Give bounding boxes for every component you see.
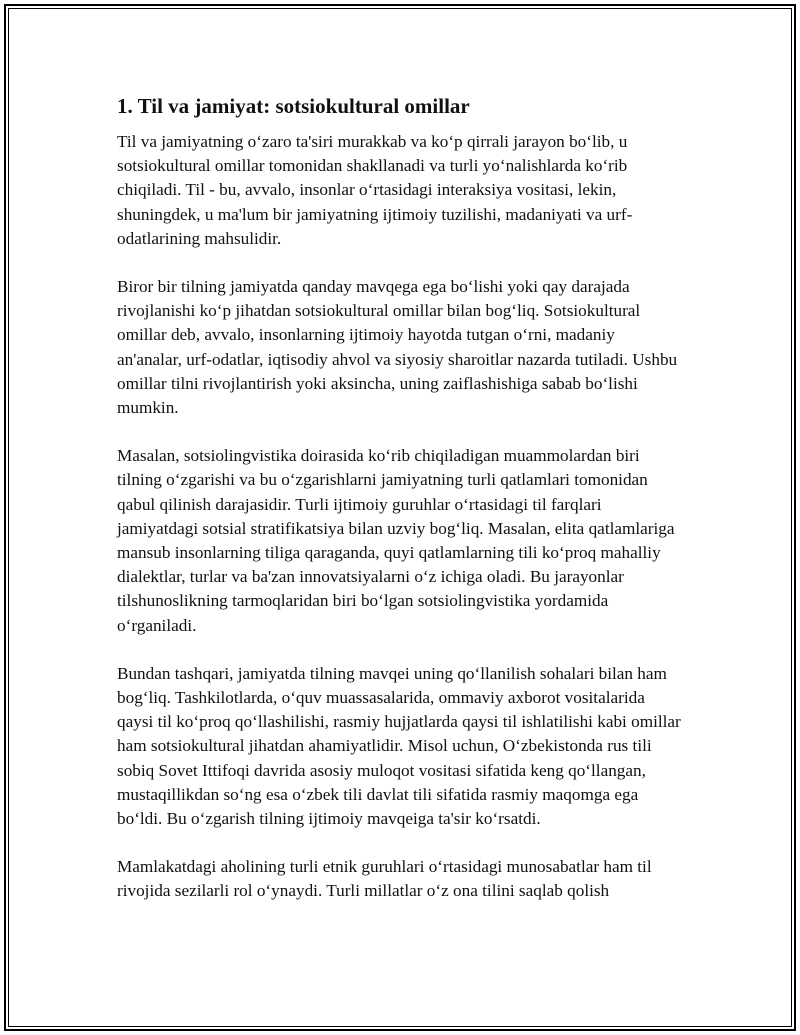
paragraph-4: Bundan tashqari, jamiyatda tilning mavqei uning qo‘llanilish sohalari bilan ham bog‘liq. Tashkilotlarda, o‘quv muassasalarida, ommaviy axborot vositalarida qaysi til ko‘proq qo‘llashilishi, rasmiy hujjatlarda qaysi til ishlatilishi kabi omillar ham sotsiokultural jihatdan ahamiyatlidir. Misol uchun, O‘zbekistonda rus tili sobiq Sovet Ittifoqi davrida asosiy muloqot vositasi sifatida keng qo‘llangan, mustaqillikdan so‘ng esa o‘zbek tili davlat tili sifatida rasmiy maqomga ega bo‘ldi. Bu o‘zgarish tilning ijtimoiy mavqeiga ta'sir ko‘rsatdi. xyxy=(117,663,681,829)
paragraph-2: Biror bir tilning jamiyatda qanday mavqega ega bo‘lishi yoki qay darajada rivojlanishi ko‘p jihatdan sotsiokultural omillar bilan bog‘liq. Sotsiokultural omillar deb, avvalo, insonlarning ijtimoiy hayotda tutgan o‘rni, madaniy an'analar, urf-odatlar, iqtisodiy ahvol va siyosiy sharoitlar nazarda tutiladi. Ushbu omillar tilni rivojlantirish yoki aksincha, uning zaiflashishiga sabab bo‘lishi mumkin. xyxy=(117,277,678,418)
paragraph-3: Masalan, sotsiolingvistika doirasida ko‘rib chiqiladigan muammolardan biri tilning o‘zgarishi va bu o‘zgarishlarni jamiyatning turli qatlamlari tomonidan qabul qilinish darajasidir. Turli ijtimoiy guruhlar o‘rtasidagi til farqlari jamiyatdagi sotsial stratifikatsiya bilan uzviy bog‘liq. Masalan, elita qatlamlariga mansub insonlarning tiliga qaraganda, quyi qatlamlarning tili ko‘proq mahalliy dialektlar, turlar va ba'zan innovatsiyalarni o‘z ichiga oladi. Bu jarayonlar tilshunoslikning tarmoqlaridan biri bo‘lgan sotsiolingvistika yordamida o‘rganiladi. xyxy=(117,446,675,635)
section-heading: 1. Til va jamiyat: sotsiokultural omillar xyxy=(117,94,470,118)
document-content xyxy=(117,92,683,928)
paragraph-5: Mamlakatdagi aholining turli etnik guruhlari o‘rtasidagi munosabatlar ham til rivojida sezilarli rol o‘ynaydi. Turli millatlar o‘z ona tilini saqlab qolish xyxy=(117,857,652,901)
paragraph-1: Til va jamiyatning o‘zaro ta'siri murakkab va ko‘p qirrali jarayon bo‘lib, u sotsiokultural omillar tomonidan shakllanadi va turli yo‘nalishlarda ko‘rib chiqiladi. Til - bu, avvalo, insonlar o‘rtasidagi interaksiya vositasi, lekin, shuningdek, u ma'lum bir jamiyatning ijtimoiy tuzilishi, madaniyati va urf-odatlarining mahsulidir. xyxy=(117,132,633,248)
